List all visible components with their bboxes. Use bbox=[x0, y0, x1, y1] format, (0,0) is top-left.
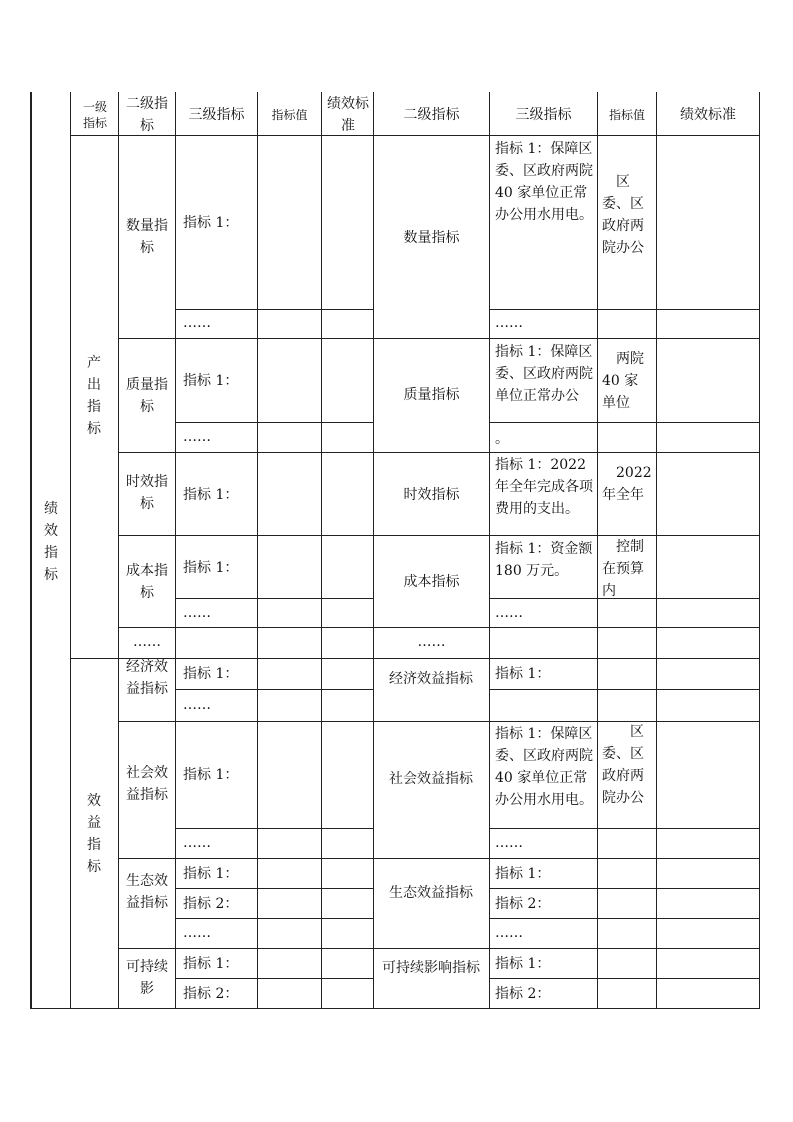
right-cost-label: 成本指标 bbox=[403, 574, 460, 590]
rule-social-end bbox=[118, 858, 759, 859]
left-quantity-indicator1: 指标 1： bbox=[183, 215, 239, 231]
rule-col-outer-right bbox=[759, 92, 760, 1009]
left-timeliness-label: 时效指标 bbox=[126, 474, 168, 512]
header-value-right: 指标值 bbox=[608, 108, 645, 122]
left-quality-label: 质量指标 bbox=[126, 377, 168, 415]
right-social-ellipsis: …… bbox=[495, 835, 523, 851]
left-quantity-ellipsis: …… bbox=[183, 315, 211, 331]
right-timeliness-label: 时效指标 bbox=[403, 487, 460, 503]
left-economic-indicator1: 指标 1： bbox=[183, 666, 239, 682]
left-sustainable-label: 可持续影 bbox=[126, 959, 168, 997]
right-ecological-indicator2: 指标 2： bbox=[495, 896, 551, 912]
right-quantity-ellipsis: …… bbox=[495, 315, 523, 331]
rule-sustainable-right bbox=[489, 978, 759, 979]
left-timeliness-indicator1: 指标 1： bbox=[183, 487, 239, 503]
right-quality-dot: 。 bbox=[495, 431, 509, 447]
left-social-ellipsis: …… bbox=[183, 835, 211, 851]
rule-col-standard-right bbox=[656, 92, 657, 1009]
left-sustainable-indicator2: 指标 2： bbox=[183, 986, 239, 1002]
rule-col-level1 bbox=[70, 92, 71, 1009]
left-ecological-indicator2: 指标 2： bbox=[183, 896, 239, 912]
output-group-label: 产出指标 bbox=[87, 355, 101, 437]
left-ecological-ellipsis: …… bbox=[183, 925, 211, 941]
header-level1: 一级指标 bbox=[82, 100, 107, 130]
rule-sustainable-left bbox=[175, 978, 373, 979]
right-quality-value: 两院 40 家单位 bbox=[602, 351, 644, 411]
left-sustainable-indicator1: 指标 1： bbox=[183, 956, 239, 972]
benefit-group-label: 效益指标 bbox=[87, 793, 101, 875]
left-social-indicator1: 指标 1： bbox=[183, 767, 239, 783]
right-quantity-detail: 指标 1：保障区委、区政府两院 40 家单位正常办公用水用电。 bbox=[495, 141, 593, 223]
right-ecological-indicator1: 指标 1： bbox=[495, 866, 551, 882]
right-timeliness-detail: 指标 1：2022 年全年完成各项费用的支出。 bbox=[495, 457, 593, 517]
rule-col-level3-left bbox=[175, 92, 176, 1009]
right-output-more: …… bbox=[417, 634, 446, 650]
right-cost-value: 控制在预算内 bbox=[602, 539, 644, 599]
right-quality-detail: 指标 1：保障区委、区政府两院单位正常办公 bbox=[495, 344, 593, 404]
left-cost-label: 成本指标 bbox=[126, 563, 168, 601]
right-social-value: 区委、区政府两院办公 bbox=[602, 724, 644, 806]
header-level2-right: 二级指标 bbox=[403, 107, 460, 123]
rule-col-outer-left bbox=[30, 92, 32, 1009]
header-level3-left: 三级指标 bbox=[188, 107, 245, 123]
right-sustainable-label: 可持续影响指标 bbox=[382, 960, 480, 976]
rule-economic-left bbox=[175, 689, 373, 690]
right-cost-detail: 指标 1：资金额 180 万元。 bbox=[495, 541, 593, 579]
rule-social-left bbox=[175, 828, 373, 829]
rule-ecological-2-left bbox=[175, 918, 373, 919]
rule-ecological-end bbox=[118, 948, 759, 949]
left-social-label: 社会效益指标 bbox=[126, 765, 168, 803]
left-quantity-label: 数量指标 bbox=[126, 218, 168, 256]
right-sustainable-indicator1: 指标 1： bbox=[495, 956, 551, 972]
right-quantity-value: 区委、区政府两院办公 bbox=[602, 174, 644, 256]
left-quality-ellipsis: …… bbox=[183, 429, 211, 445]
right-sustainable-indicator2: 指标 2： bbox=[495, 986, 551, 1002]
header-level2-left: 二级指标 bbox=[126, 96, 168, 134]
rule-quantity-right bbox=[489, 309, 759, 310]
left-cost-indicator1: 指标 1： bbox=[183, 560, 239, 576]
rule-table-bottom bbox=[30, 1008, 759, 1009]
header-standard-right: 绩效标准 bbox=[680, 107, 736, 123]
rule-quality-right bbox=[489, 422, 759, 423]
right-economic-indicator1: 指标 1： bbox=[495, 666, 551, 682]
header-standard-left: 绩效标准 bbox=[327, 96, 369, 134]
right-ecological-ellipsis: …… bbox=[495, 925, 523, 941]
rule-col-value-right bbox=[597, 92, 598, 1009]
right-social-label: 社会效益指标 bbox=[389, 771, 473, 787]
rule-ecological-1-right bbox=[489, 888, 759, 889]
left-cost-ellipsis: …… bbox=[183, 605, 211, 621]
header-level3-right: 三级指标 bbox=[515, 107, 572, 123]
right-quantity-label: 数量指标 bbox=[403, 230, 460, 246]
left-economic-ellipsis: …… bbox=[183, 697, 211, 713]
rule-quality-left bbox=[175, 422, 373, 423]
rule-cost-left bbox=[175, 598, 373, 599]
right-social-detail: 指标 1：保障区委、区政府两院 40 家单位正常办公用水用电。 bbox=[495, 726, 593, 808]
left-economic-label: 经济效益指标 bbox=[126, 659, 168, 697]
rule-col-level3-right bbox=[489, 92, 490, 1009]
right-economic-label: 经济效益指标 bbox=[389, 671, 473, 687]
performance-indicator-label: 绩效指标 bbox=[44, 501, 58, 583]
right-cost-ellipsis: …… bbox=[495, 605, 523, 621]
left-ecological-label: 生态效益指标 bbox=[126, 873, 168, 911]
rule-economic-end bbox=[118, 721, 759, 722]
rule-col-standard-left bbox=[321, 92, 322, 1009]
rule-timeliness-end bbox=[118, 535, 759, 536]
rule-quantity-end bbox=[118, 338, 759, 339]
right-ecological-label: 生态效益指标 bbox=[389, 885, 473, 901]
right-timeliness-value: 2022 年全年 bbox=[602, 465, 652, 503]
rule-social-right bbox=[489, 828, 759, 829]
rule-col-level2-left bbox=[118, 92, 119, 1009]
left-output-more: …… bbox=[133, 634, 161, 650]
left-ecological-indicator1: 指标 1： bbox=[183, 866, 239, 882]
right-quality-label: 质量指标 bbox=[403, 387, 460, 403]
rule-ecological-2-right bbox=[489, 918, 759, 919]
rule-quality-end bbox=[118, 452, 759, 453]
header-value-left: 指标值 bbox=[271, 108, 308, 122]
rule-col-value-left bbox=[257, 92, 258, 1009]
rule-output-more bbox=[118, 627, 759, 628]
rule-economic-right bbox=[489, 689, 759, 690]
rule-quantity-left bbox=[175, 309, 373, 310]
left-quality-indicator1: 指标 1： bbox=[183, 373, 239, 389]
rule-ecological-1-left bbox=[175, 888, 373, 889]
